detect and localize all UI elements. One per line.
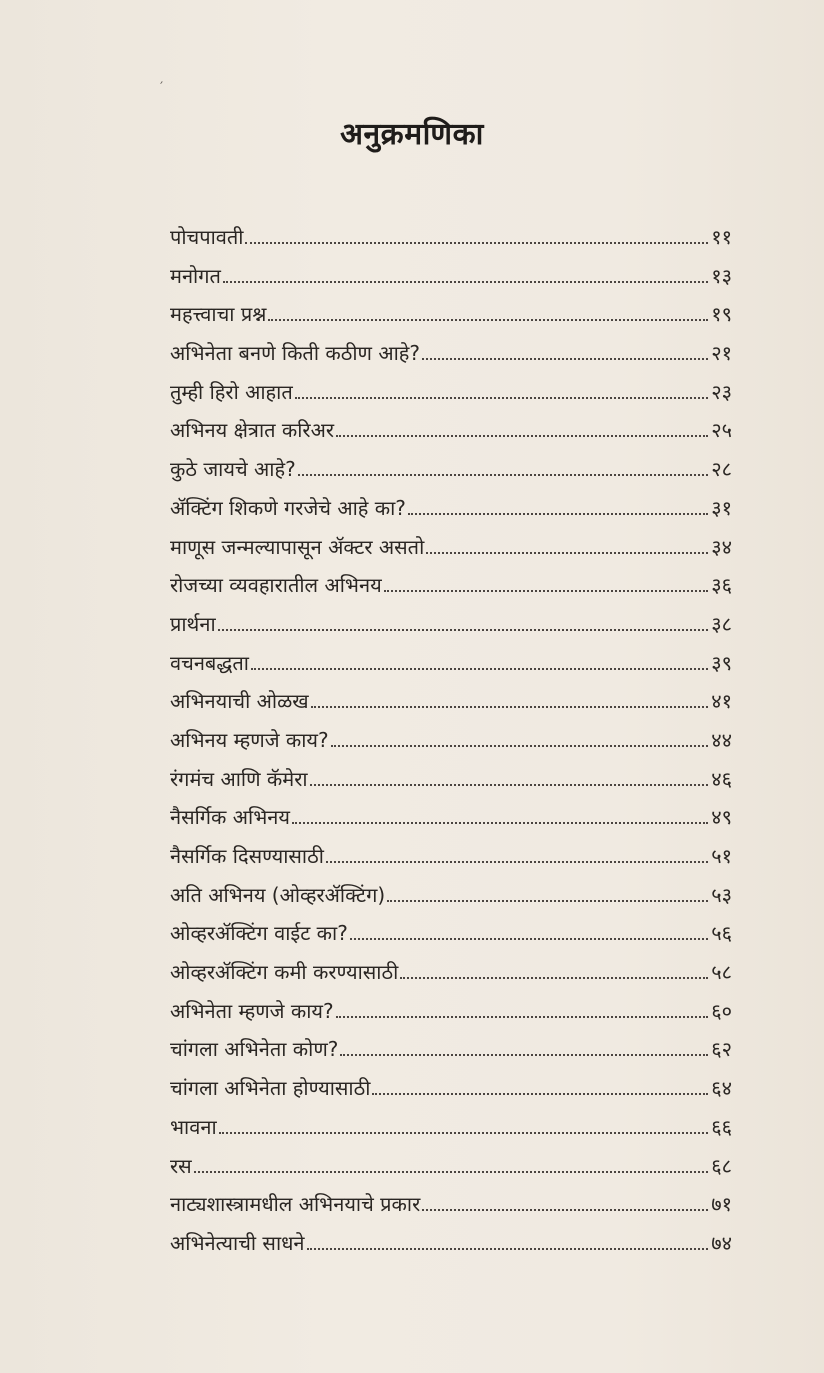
toc-entry [170, 334, 732, 373]
dot-leader [372, 1093, 708, 1095]
toc-entry-title: पोचपावती [170, 225, 244, 249]
dot-leader [426, 552, 708, 554]
toc-entry-page-number: १९ [711, 302, 732, 327]
toc-entry-title: अति अभिनय (ओव्हरॲक्टिंग) [170, 882, 386, 907]
toc-entry-title: अभिनेता बनणे किती कठीण आहे? [170, 341, 421, 366]
toc-entry-title: ॲक्टिंग शिकणे गरजेचे आहे का? [170, 495, 406, 520]
dot-leader [268, 319, 708, 321]
toc-entry-title: रस [170, 1153, 192, 1178]
toc-entry-page-number: ६६ [711, 1114, 732, 1139]
toc-entry-title: ओव्हरॲक्टिंग वाईट का? [170, 921, 348, 946]
toc-entry-page-number: ४६ [711, 766, 732, 791]
toc-entry-page-number: २३ [711, 379, 732, 404]
toc-entry-page-number: ४४ [711, 727, 732, 752]
table-of-contents [170, 218, 732, 1263]
toc-entry-title: नैसर्गिक अभिनय [170, 805, 290, 830]
toc-entry [170, 411, 732, 450]
toc-entry [170, 1069, 732, 1108]
toc-entry [170, 914, 732, 953]
toc-entry-page-number: ६२ [711, 1037, 732, 1062]
dot-leader [408, 513, 708, 515]
toc-entry [170, 760, 732, 799]
dot-leader [350, 938, 708, 940]
toc-entry-title: प्रार्थना [170, 611, 216, 636]
toc-entry-title: भावना [170, 1114, 217, 1139]
dot-leader [331, 745, 709, 747]
toc-entry [170, 489, 732, 528]
toc-entry-page-number: ३६ [711, 573, 732, 598]
toc-entry-title: तुम्ही हिरो आहात [170, 379, 293, 404]
toc-entry [170, 373, 732, 412]
toc-entry [170, 257, 732, 296]
toc-entry [170, 1224, 732, 1263]
toc-entry-page-number: ६८ [711, 1153, 732, 1178]
toc-entry-title: चांगला अभिनेता कोण? [170, 1037, 339, 1062]
toc-entry-title: अभिनय क्षेत्रात करिअर [170, 418, 335, 443]
toc-entry [170, 682, 732, 721]
toc-entry [170, 218, 732, 257]
toc-entry [170, 992, 732, 1031]
toc-entry-page-number: २१ [711, 341, 732, 366]
toc-entry [170, 721, 732, 760]
dot-leader [292, 822, 708, 824]
toc-entry-page-number: ७१ [711, 1192, 732, 1217]
toc-entry-title: मनोगत [170, 263, 221, 288]
toc-entry-page-number: ६४ [711, 1076, 732, 1101]
dot-leader [245, 242, 708, 244]
dot-leader [387, 900, 708, 902]
toc-entry-page-number: ३१ [711, 495, 732, 520]
toc-entry-page-number: ३९ [711, 650, 732, 675]
toc-entry [170, 837, 732, 876]
toc-entry-title: रंगमंच आणि कॅमेरा [170, 766, 308, 791]
dot-leader [298, 474, 708, 476]
toc-entry [170, 295, 732, 334]
toc-entry-title: चांगला अभिनेता होण्यासाठी [170, 1076, 371, 1101]
toc-entry-title: नैसर्गिक दिसण्यासाठी [170, 844, 324, 868]
toc-entry [170, 605, 732, 644]
dot-leader [422, 358, 708, 360]
toc-entry [170, 528, 732, 567]
dot-leader [336, 1016, 709, 1018]
toc-entry [170, 1108, 732, 1147]
toc-entry-page-number: २८ [711, 457, 732, 482]
toc-entry-page-number: ११ [711, 225, 732, 249]
toc-entry-page-number: १३ [711, 263, 732, 288]
toc-entry [170, 1185, 732, 1224]
dot-leader [310, 784, 709, 786]
page-mark: ′ [160, 80, 164, 96]
toc-entry-title: वचनबद्धता [170, 650, 249, 675]
toc-entry-page-number: २५ [711, 418, 732, 443]
toc-entry-page-number: ५३ [711, 882, 732, 907]
page-title: अनुक्रमणिका [340, 117, 484, 152]
toc-entry [170, 1030, 732, 1069]
toc-entry-page-number: ३८ [711, 611, 732, 636]
toc-entry-title: नाट्यशास्त्रामधील अभिनयाचे प्रकार [170, 1192, 421, 1217]
toc-entry-page-number: ६० [711, 998, 732, 1023]
toc-entry [170, 876, 732, 915]
toc-entry-title: माणूस जन्मल्यापासून ॲक्टर असतो [170, 534, 425, 559]
toc-entry-title: अभिनेत्याची साधने [170, 1230, 305, 1255]
dot-leader [384, 590, 708, 592]
dot-leader [400, 977, 708, 979]
toc-entry-page-number: ४१ [711, 689, 732, 714]
toc-entry-page-number: ३४ [711, 534, 732, 559]
toc-entry-page-number: ५८ [711, 960, 732, 985]
toc-entry [170, 644, 732, 683]
toc-entry [170, 798, 732, 837]
dot-leader [219, 1132, 709, 1134]
dot-leader [218, 629, 709, 631]
dot-leader [194, 1171, 708, 1173]
toc-entry-title: अभिनय म्हणजे काय? [170, 727, 329, 752]
toc-entry-title: रोजच्या व्यवहारातील अभिनय [170, 573, 382, 598]
dot-leader [340, 1054, 708, 1056]
toc-entry-page-number: ५६ [711, 921, 732, 946]
dot-leader [422, 1209, 708, 1211]
toc-entry [170, 566, 732, 605]
toc-entry [170, 1147, 732, 1186]
toc-entry-page-number: ४९ [711, 805, 732, 830]
toc-entry [170, 953, 732, 992]
dot-leader [326, 861, 708, 863]
toc-entry-title: ओव्हरॲक्टिंग कमी करण्यासाठी [170, 960, 399, 985]
toc-entry [170, 450, 732, 489]
toc-entry-title: महत्त्वाचा प्रश्न [170, 302, 267, 327]
dot-leader [295, 397, 708, 399]
dot-leader [336, 435, 708, 437]
toc-entry-title: कुठे जायचे आहे? [170, 457, 296, 482]
dot-leader [223, 281, 708, 283]
toc-entry-page-number: ५१ [711, 844, 732, 868]
dot-leader [307, 1248, 709, 1250]
dot-leader [251, 668, 708, 670]
toc-entry-title: अभिनेता म्हणजे काय? [170, 998, 334, 1023]
toc-entry-title: अभिनयाची ओळख [170, 689, 309, 714]
toc-entry-page-number: ७४ [711, 1230, 732, 1255]
dot-leader [311, 706, 709, 708]
